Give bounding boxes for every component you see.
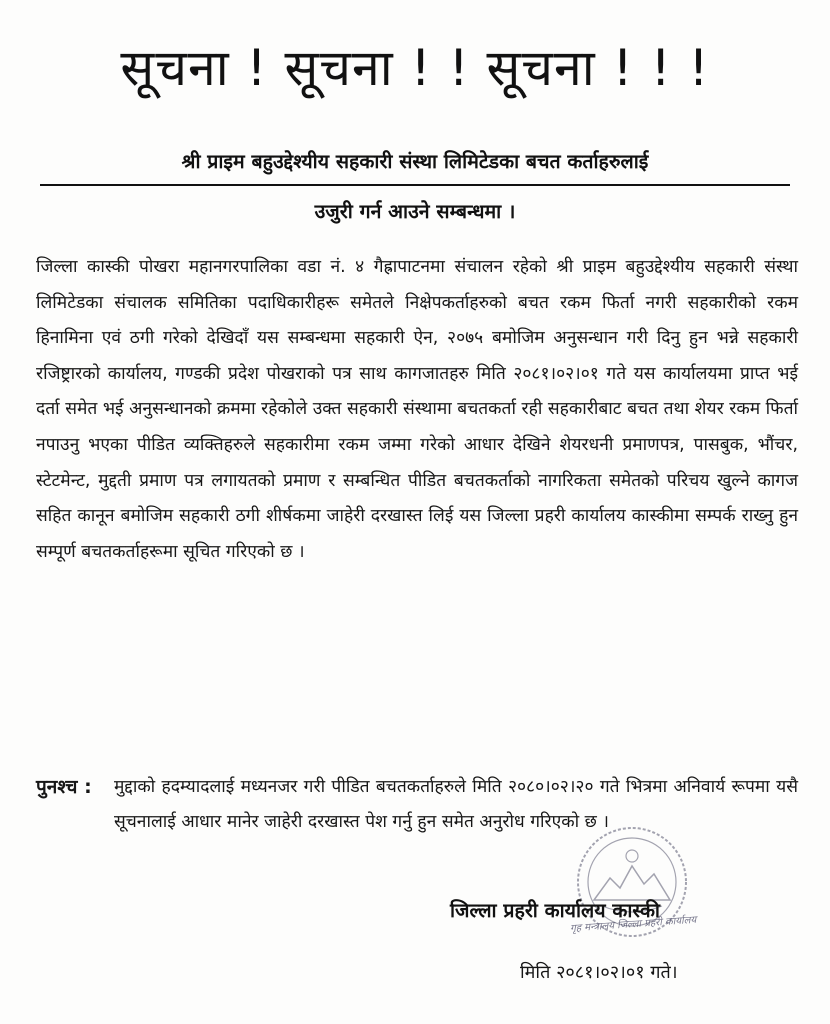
subject-line-1: श्री प्राइम बहुउद्देश्यीय सहकारी संस्था लिमिटेडका बचत कर्ताहरुलाई xyxy=(40,140,790,186)
signature-office: जिल्ला प्रहरी कार्यालय कास्की xyxy=(450,899,660,922)
postscript-text: मुद्दाको हदम्यादलाई मध्यनजर गरी पीडित बचतकर्ताहरुले मिति २०८०।०२।२० गते भित्रमा अनिवार्य रूपमा यसै सूचनालाई आधार मानेर जाहेरी दरखास्त पेश गर्नु हुन समेत अनुरोध गरिएको छ । xyxy=(114,777,798,832)
subject-line-2: उजुरी गर्न आउने सम्बन्धमा । xyxy=(314,200,516,223)
postscript-label: पुनश्च : xyxy=(36,776,92,798)
notice-headline: सूचना ! सूचना ! ! सूचना ! ! ! xyxy=(120,39,710,97)
signature-date: मिति २०८१।०२।०१ गते। xyxy=(520,962,678,983)
notice-body: जिल्ला कास्की पोखरा महानगरपालिका वडा नं. ४ गैह्रापाटनमा संचालन रहेको श्री प्राइम बहुउद्देश्यीय सहकारी संस्था लिमिटेडका संचालक समितिका पदाधिकारीहरू समेतले निक्षेपकर्ताहरुको बचत रकम फिर्ता नगरी सहकारीको रकम हिनामिना एवं ठगी गरेको देखिदाँ यस सम्बन्धमा सहकारी ऐन, २०७५ बमोजिम अनुसन्धान गरी दिनु हुन भन्ने सहकारी रजिष्ट्रारको कार्यालय, गण्डकी प्रदेश पोखराको पत्र साथ कागजातहरु मिति २०८१।०२।०१ गते यस कार्यालयमा प्राप्त भई दर्ता समेत भई अनुसन्धानको क्रममा रहेकोले उक्त सहकारी संस्थामा बचतकर्ता रही सहकारीबाट बचत तथा शेयर रकम फिर्ता नपाउनु भएका पीडित व्यक्तिहरुले सहकारीमा रकम जम्मा गरेको आधार देखिने शेयरधनी प्रमाणपत्र, पासबुक, भौंचर, स्टेटमेन्ट, मुद्दती प्रमाण पत्र लगायतको प्रमाण र सम्बन्धित पीडित बचतकर्ताको नागरिकता समेतको परिचय खुल्ने कागज सहित कानून बमोजिम सहकारी ठगी शीर्षकमा जाहेरी दरखास्त लिई यस जिल्ला प्रहरी कार्यालय कास्कीमा सम्पर्क राख्नु हुन सम्पूर्ण बचतकर्ताहरूमा सूचित गरिएको छ । xyxy=(36,257,798,562)
notice-subject xyxy=(40,140,790,234)
stamp-text: गृह मन्त्रालय जिल्ला प्रहरी कार्यालय xyxy=(569,914,697,935)
